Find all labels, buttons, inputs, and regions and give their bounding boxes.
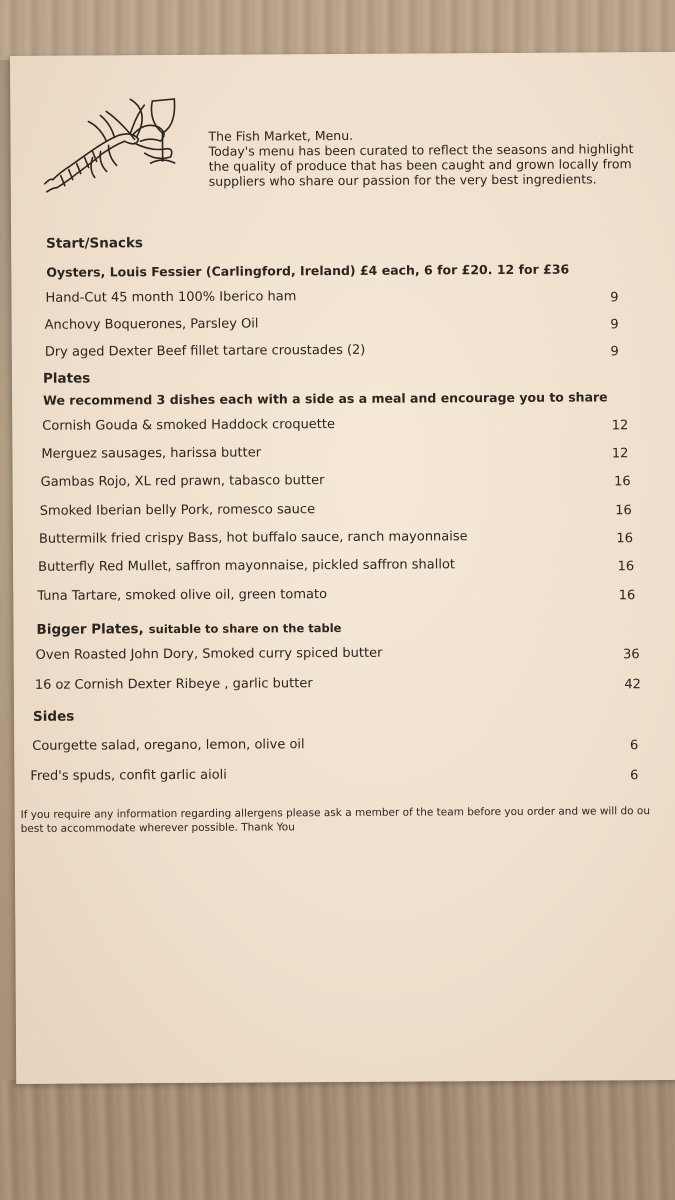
allergen-note-line2: best to accommodate wherever possible. Thank You xyxy=(20,821,295,835)
menu-item-price: 9 xyxy=(610,344,619,360)
menu-item: Tuna Tartare, smoked olive oil, green tomato xyxy=(37,587,328,604)
menu-item-price: 6 xyxy=(630,768,639,784)
menu-item-price: 9 xyxy=(610,317,619,333)
oysters-note: Oysters, Louis Fessier (Carlingford, Ireland) £4 each, 6 for £20. 12 for £36 xyxy=(46,261,570,280)
menu-item-price: 16 xyxy=(616,531,634,547)
menu-item: Merguez sausages, harissa butter xyxy=(41,445,262,462)
menu-item-price: 9 xyxy=(610,290,619,306)
menu-item-price: 16 xyxy=(615,503,632,519)
menu-sheet xyxy=(10,52,675,1084)
section-heading-plates: Plates xyxy=(42,370,91,387)
menu-item: Cornish Gouda & smoked Haddock croquette xyxy=(42,417,336,434)
menu-item: Fred's spuds, confit garlic aioli xyxy=(30,767,227,784)
menu-item: Anchovy Boquerones, Parsley Oil xyxy=(44,316,259,333)
menu-item-price: 16 xyxy=(614,474,631,490)
menu-item-price: 6 xyxy=(629,738,639,754)
menu-intro-text: Today's menu has been curated to reflect the seasons and highlight the quality of produce that has been caught and grown locally from suppliers who share our passion for the very best ingredients. xyxy=(208,141,634,189)
allergen-note-line1: If you require any information regarding allergens please ask a member of the team before you order and we will do ou xyxy=(20,805,651,821)
allergen-note xyxy=(21,804,675,836)
menu-item: Buttermilk fried crispy Bass, hot buffalo sauce, ranch mayonnaise xyxy=(38,529,468,547)
plates-note: We recommend 3 dishes each with a side as a meal and encourage you to share xyxy=(43,389,608,408)
menu-item: Oven Roasted John Dory, Smoked curry spiced butter xyxy=(35,645,383,663)
menu-item: Dry aged Dexter Beef fillet tartare croustades (2) xyxy=(44,342,366,360)
menu-item-price: 16 xyxy=(618,588,636,604)
bigger-plates-subtitle: suitable to share on the table xyxy=(148,620,342,637)
section-heading-start: Start/Snacks xyxy=(46,235,143,252)
menu-item-price: 12 xyxy=(611,418,629,434)
menu-title: The Fish Market, Menu. xyxy=(208,127,354,144)
lobster-and-wine-glass-icon xyxy=(40,91,201,202)
section-heading-bigger xyxy=(36,617,341,638)
menu-item-price: 42 xyxy=(624,677,641,693)
menu-item-price: 36 xyxy=(623,647,640,663)
menu-item: Hand-Cut 45 month 100% Iberico ham xyxy=(45,289,297,306)
menu-item: Gambas Rojo, XL red prawn, tabasco butter xyxy=(40,473,325,490)
menu-item: Courgette salad, oregano, lemon, olive oil xyxy=(32,737,305,754)
section-heading-sides: Sides xyxy=(32,708,75,725)
menu-item: Smoked Iberian belly Pork, romesco sauce xyxy=(39,502,316,519)
menu-intro xyxy=(208,126,648,189)
menu-item: Butterfly Red Mullet, saffron mayonnaise, pickled saffron shallot xyxy=(38,557,456,575)
menu-item-price: 16 xyxy=(617,559,635,575)
wood-table-bottom xyxy=(0,1080,675,1200)
menu-item-price: 12 xyxy=(611,446,629,462)
bigger-plates-title: Bigger Plates, xyxy=(36,621,144,638)
menu-item: 16 oz Cornish Dexter Ribeye , garlic butter xyxy=(34,676,313,693)
wood-table-top xyxy=(0,0,675,60)
